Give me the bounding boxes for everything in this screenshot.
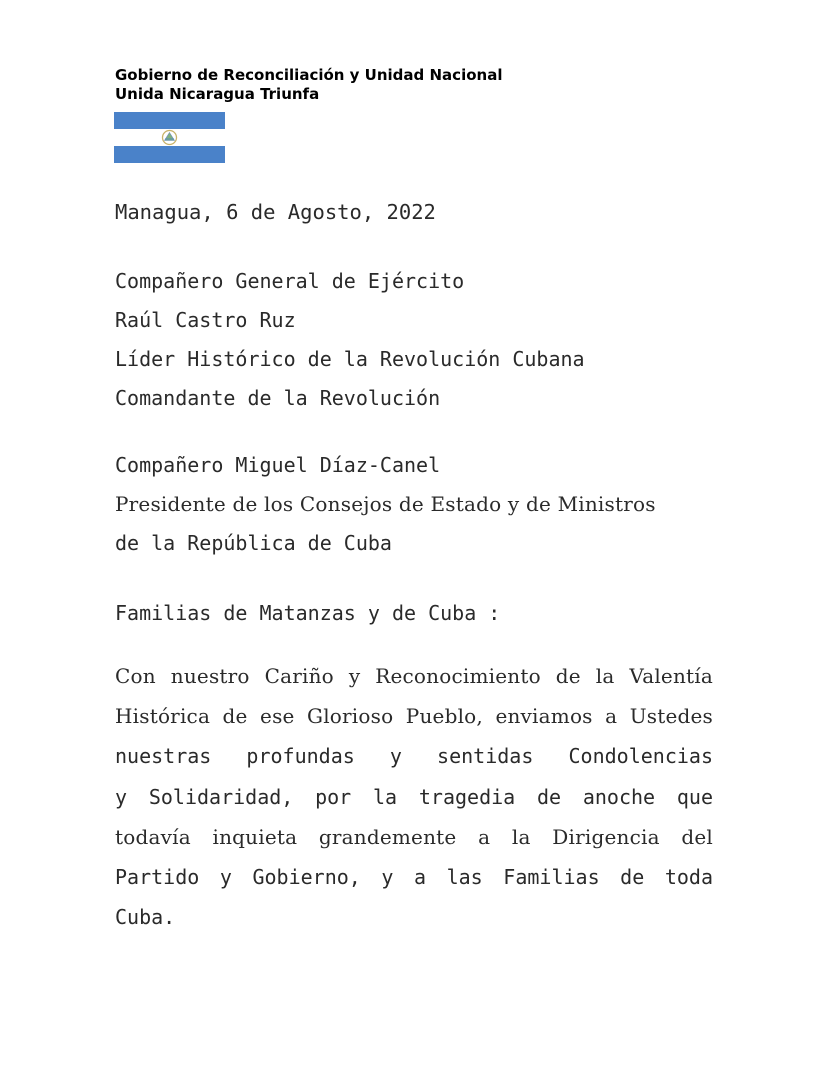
paragraph-line: nuestras profundas y sentidas Condolencias — [115, 744, 713, 769]
letter-greeting: Familias de Matanzas y de Cuba : — [115, 601, 501, 625]
paragraph-line: Con nuestro Cariño y Reconocimiento de la Valentía — [115, 664, 713, 688]
letterhead-slogan: Unida Nicaragua Triunfa — [115, 85, 320, 103]
recipient-1-line: Líder Histórico de la Revolución Cubana — [115, 347, 585, 371]
letterhead — [115, 66, 502, 104]
letter-date: Managua, 6 de Agosto, 2022 — [115, 200, 436, 224]
paragraph-line: Histórica de ese Glorioso Pueblo, enviamos a Ustedes — [115, 704, 713, 729]
recipient-1-line: Raúl Castro Ruz — [115, 308, 296, 332]
letter-paragraph — [115, 656, 713, 937]
paragraph-line: y Solidaridad, por la tragedia de anoche que — [115, 784, 713, 809]
letterhead-government-name: Gobierno de Reconciliación y Unidad Nacional — [115, 66, 503, 84]
recipient-block-1 — [115, 262, 585, 418]
paragraph-line: Partido y Gobierno, y a las Familias de toda — [115, 864, 713, 889]
paragraph-line: Cuba. — [115, 905, 176, 930]
nicaragua-flag-icon — [114, 112, 225, 163]
recipient-2-line: Presidente de los Consejos de Estado y de Ministros — [115, 492, 656, 516]
recipient-2-line: de la República de Cuba — [115, 531, 392, 555]
recipient-1-line: Comandante de la Revolución — [115, 386, 441, 410]
paragraph-line: todavía inquieta grandemente a la Dirigencia del — [115, 824, 713, 849]
recipient-1-line: Compañero General de Ejército — [115, 269, 465, 293]
recipient-block-2 — [115, 446, 656, 563]
recipient-2-line: Compañero Miguel Díaz-Canel — [115, 453, 441, 477]
